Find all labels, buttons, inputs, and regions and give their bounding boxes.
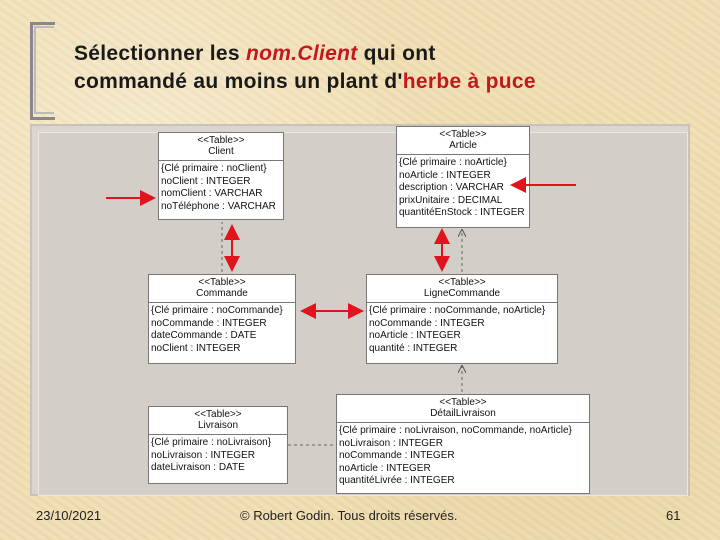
attribute: noLivraison : INTEGER (151, 449, 255, 461)
stereotype: <<Table>> (197, 135, 245, 146)
table-name: Client (208, 146, 234, 157)
attribute: {Clé primaire : noArticle} (399, 157, 507, 168)
stereotype: <<Table>> (194, 409, 242, 420)
attribute: quantité : INTEGER (369, 342, 458, 354)
table-name: Commande (196, 288, 248, 299)
attribute: nomClient : VARCHAR (161, 188, 263, 199)
stereotype: <<Table>> (439, 397, 487, 408)
stereotype: <<Table>> (438, 277, 486, 288)
attribute: quantitéEnStock : INTEGER (399, 207, 525, 218)
attribute: dateLivraison : DATE (151, 462, 245, 473)
footer-copyright: © Robert Godin. Tous droits réservés. (240, 508, 458, 523)
table-name: Livraison (197, 420, 239, 431)
attribute: noTéléphone : VARCHAR (161, 200, 276, 212)
attribute: prixUnitaire : DECIMAL (399, 194, 503, 206)
title-emphasis: nom.Client (246, 42, 358, 65)
attribute: noArticle : INTEGER (369, 330, 461, 341)
table-name: Article (449, 140, 477, 151)
attribute: {Clé primaire : noCommande, noArticle} (369, 305, 546, 316)
attribute: noClient : INTEGER (151, 342, 241, 354)
attribute: {Clé primaire : noCommande} (151, 305, 283, 316)
table-name: LigneCommande (423, 288, 501, 299)
attribute: {Clé primaire : noLivraison} (151, 437, 272, 448)
attribute: noCommande : INTEGER (339, 450, 455, 461)
attribute: {Clé primaire : noLivraison, noCommande, noArticle} (339, 425, 572, 436)
attribute: {Clé primaire : noClient} (161, 163, 267, 174)
attribute: description : VARCHAR (399, 182, 504, 193)
stereotype: <<Table>> (439, 129, 487, 140)
table-name: DétailLivraison (430, 408, 496, 419)
footer-page-number: 61 (666, 508, 681, 523)
title-highlight: herbe à puce (402, 70, 536, 93)
title-line1-after: qui ont (357, 42, 436, 65)
attribute: noArticle : INTEGER (399, 169, 491, 181)
attribute: noArticle : INTEGER (339, 462, 431, 474)
attribute: noClient : INTEGER (161, 175, 251, 187)
attribute: noCommande : INTEGER (151, 317, 267, 329)
stereotype: <<Table>> (198, 277, 246, 288)
attribute: noCommande : INTEGER (369, 317, 485, 329)
attribute: noLivraison : INTEGER (339, 437, 443, 449)
attribute: quantitéLivrée : INTEGER (339, 475, 455, 486)
footer-date: 23/10/2021 (36, 508, 102, 523)
title-line1-before: Sélectionner les (74, 42, 247, 65)
title-line2-before: commandé au moins un plant d' (74, 70, 403, 93)
attribute: dateCommande : DATE (151, 330, 257, 341)
